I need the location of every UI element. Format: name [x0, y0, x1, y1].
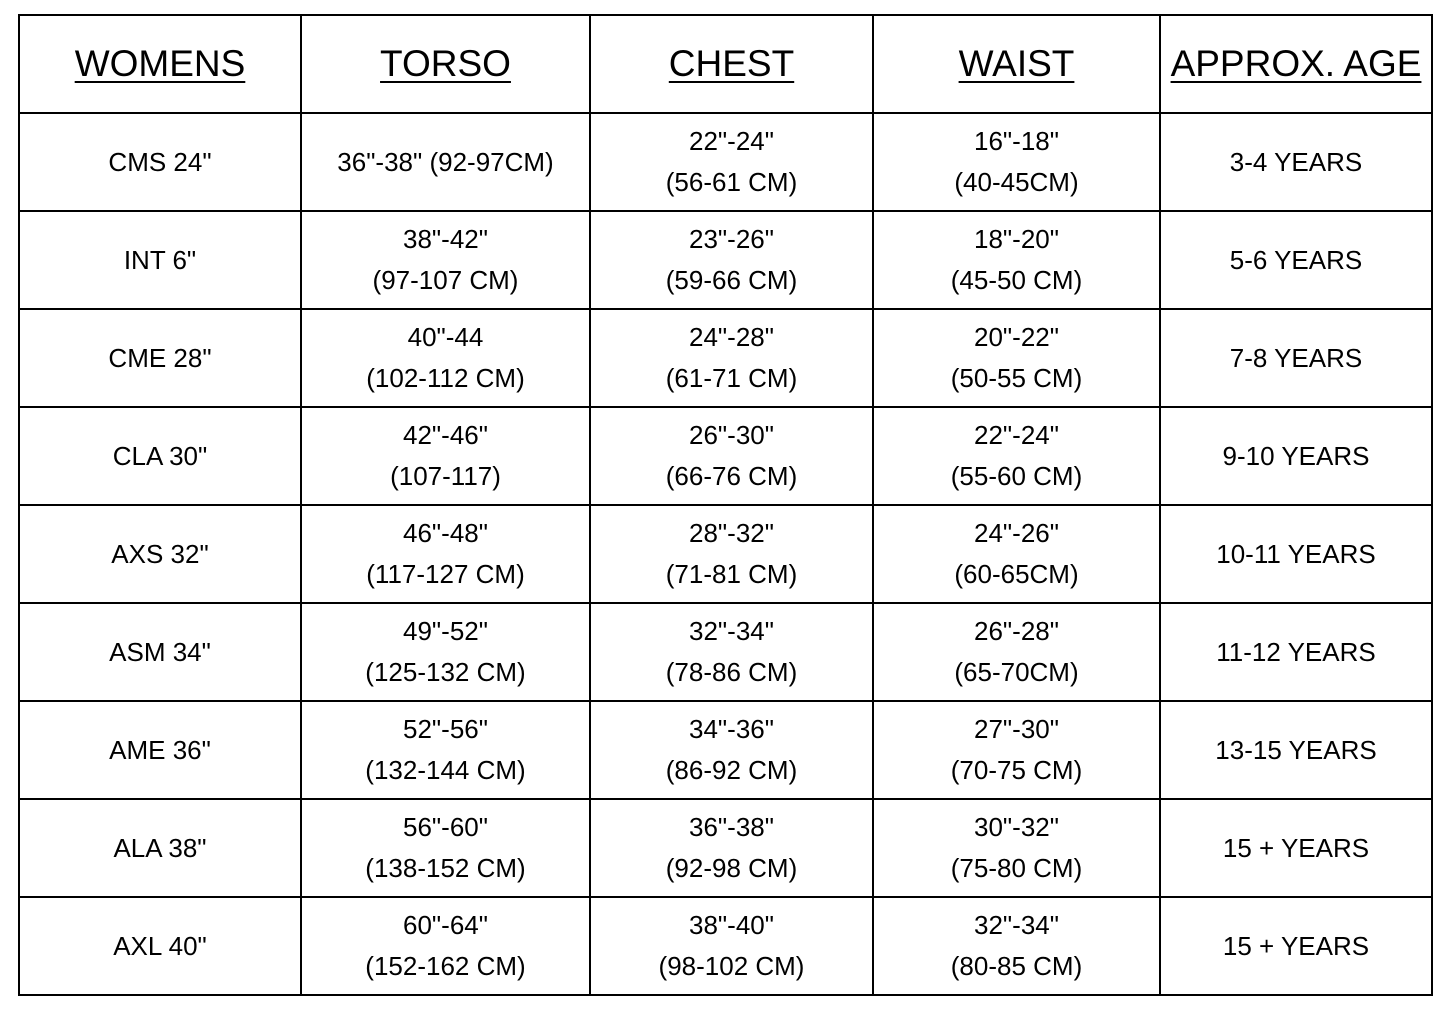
header-row [19, 15, 1432, 113]
waist-cell [873, 407, 1160, 505]
table-row [19, 211, 1432, 309]
age-cell: 10-11 YEARS [1160, 505, 1432, 603]
torso-cell [301, 211, 590, 309]
age-cell: 9-10 YEARS [1160, 407, 1432, 505]
torso-cell [301, 113, 590, 211]
chest-cell-line: 32"-34" [689, 616, 774, 646]
chest-cell-line: 34"-36" [689, 714, 774, 744]
chest-cell [590, 505, 873, 603]
chest-cell-line: (78-86 CM) [665, 657, 798, 687]
torso-cell [301, 897, 590, 995]
waist-cell-line: 16"-18" [974, 126, 1059, 156]
header-chest: CHEST [590, 15, 873, 113]
chest-cell [590, 407, 873, 505]
torso-cell-line: (107-117) [390, 461, 501, 491]
header-womens: WOMENS [19, 15, 301, 113]
torso-cell [301, 505, 590, 603]
waist-cell-line: 24"-26" [974, 518, 1059, 548]
size-cell: INT 6" [19, 211, 301, 309]
waist-cell-line: (70-75 CM) [950, 755, 1083, 785]
table-row [19, 407, 1432, 505]
torso-cell [301, 407, 590, 505]
age-cell: 13-15 YEARS [1160, 701, 1432, 799]
waist-cell-line: 22"-24" [974, 420, 1059, 450]
torso-cell-line: (117-127 CM) [366, 559, 525, 589]
chest-cell [590, 113, 873, 211]
size-chart-table [18, 14, 1433, 996]
chest-cell [590, 897, 873, 995]
torso-cell-line: (138-152 CM) [365, 853, 526, 883]
chest-cell [590, 211, 873, 309]
waist-cell [873, 113, 1160, 211]
chest-cell-line: (98-102 CM) [658, 951, 805, 981]
chest-cell-line: 23"-26" [689, 224, 774, 254]
table-row [19, 309, 1432, 407]
torso-cell-line: 36"-38" (92-97CM) [337, 146, 554, 177]
torso-cell [301, 309, 590, 407]
chest-cell-line: (59-66 CM) [665, 265, 798, 295]
table-row [19, 505, 1432, 603]
table-header [19, 15, 1432, 113]
waist-cell-line: (50-55 CM) [950, 363, 1083, 393]
age-cell: 5-6 YEARS [1160, 211, 1432, 309]
waist-cell-line: (55-60 CM) [950, 461, 1083, 491]
waist-cell-line: (65-70CM) [954, 657, 1079, 687]
waist-cell-line: 20"-22" [974, 322, 1059, 352]
chest-cell-line: 26"-30" [689, 420, 774, 450]
waist-cell-line: 18"-20" [974, 224, 1059, 254]
age-cell: 7-8 YEARS [1160, 309, 1432, 407]
chest-cell [590, 603, 873, 701]
waist-cell-line: 32"-34" [974, 910, 1059, 940]
chest-cell-line: 24"-28" [689, 322, 774, 352]
torso-cell-line: (132-144 CM) [365, 755, 526, 785]
size-cell: AXS 32" [19, 505, 301, 603]
chest-cell-line: (66-76 CM) [665, 461, 798, 491]
waist-cell-line: (60-65CM) [954, 559, 1079, 589]
header-torso: TORSO [301, 15, 590, 113]
chest-cell-line: (71-81 CM) [665, 559, 798, 589]
chest-cell-line: 22"-24" [689, 126, 774, 156]
size-cell: ASM 34" [19, 603, 301, 701]
torso-cell-line: (102-112 CM) [366, 363, 525, 393]
torso-cell-line: 46"-48" [403, 518, 488, 548]
torso-cell-line: (152-162 CM) [365, 951, 526, 981]
size-cell: AME 36" [19, 701, 301, 799]
header-approx-age: APPROX. AGE [1160, 15, 1432, 113]
size-cell: CMS 24" [19, 113, 301, 211]
waist-cell-line: 27"-30" [974, 714, 1059, 744]
waist-cell [873, 701, 1160, 799]
age-cell: 3-4 YEARS [1160, 113, 1432, 211]
chest-cell-line: 36"-38" [689, 812, 774, 842]
size-cell: AXL 40" [19, 897, 301, 995]
chest-cell-line: (92-98 CM) [665, 853, 798, 883]
chest-cell-line: (61-71 CM) [665, 363, 798, 393]
chest-cell [590, 701, 873, 799]
torso-cell-line: 42"-46" [403, 420, 488, 450]
age-cell: 15 + YEARS [1160, 897, 1432, 995]
table-body [19, 113, 1432, 995]
chest-cell-line: 28"-32" [689, 518, 774, 548]
torso-cell [301, 603, 590, 701]
age-cell: 15 + YEARS [1160, 799, 1432, 897]
waist-cell [873, 309, 1160, 407]
waist-cell-line: 30"-32" [974, 812, 1059, 842]
waist-cell [873, 505, 1160, 603]
torso-cell-line: 38"-42" [403, 224, 488, 254]
waist-cell [873, 799, 1160, 897]
waist-cell-line: (40-45CM) [954, 167, 1079, 197]
table-row [19, 603, 1432, 701]
chest-cell [590, 309, 873, 407]
chest-cell-line: 38"-40" [689, 910, 774, 940]
torso-cell-line: 56"-60" [403, 812, 488, 842]
size-cell: CME 28" [19, 309, 301, 407]
table-row [19, 799, 1432, 897]
waist-cell-line: (80-85 CM) [950, 951, 1083, 981]
waist-cell [873, 897, 1160, 995]
chest-cell-line: (86-92 CM) [665, 755, 798, 785]
torso-cell-line: 60"-64" [403, 910, 488, 940]
torso-cell [301, 701, 590, 799]
torso-cell [301, 799, 590, 897]
size-cell: ALA 38" [19, 799, 301, 897]
table-row [19, 701, 1432, 799]
waist-cell [873, 211, 1160, 309]
torso-cell-line: 40"-44 [407, 322, 484, 352]
chest-cell-line: (56-61 CM) [665, 167, 798, 197]
torso-cell-line: (125-132 CM) [365, 657, 526, 687]
waist-cell-line: (75-80 CM) [950, 853, 1083, 883]
torso-cell-line: 49"-52" [403, 616, 488, 646]
table-row [19, 113, 1432, 211]
waist-cell-line: (45-50 CM) [950, 265, 1083, 295]
torso-cell-line: (97-107 CM) [372, 265, 519, 295]
size-cell: CLA 30" [19, 407, 301, 505]
torso-cell-line: 52"-56" [403, 714, 488, 744]
header-waist: WAIST [873, 15, 1160, 113]
waist-cell-line: 26"-28" [974, 616, 1059, 646]
table-row [19, 897, 1432, 995]
chest-cell [590, 799, 873, 897]
waist-cell [873, 603, 1160, 701]
age-cell: 11-12 YEARS [1160, 603, 1432, 701]
